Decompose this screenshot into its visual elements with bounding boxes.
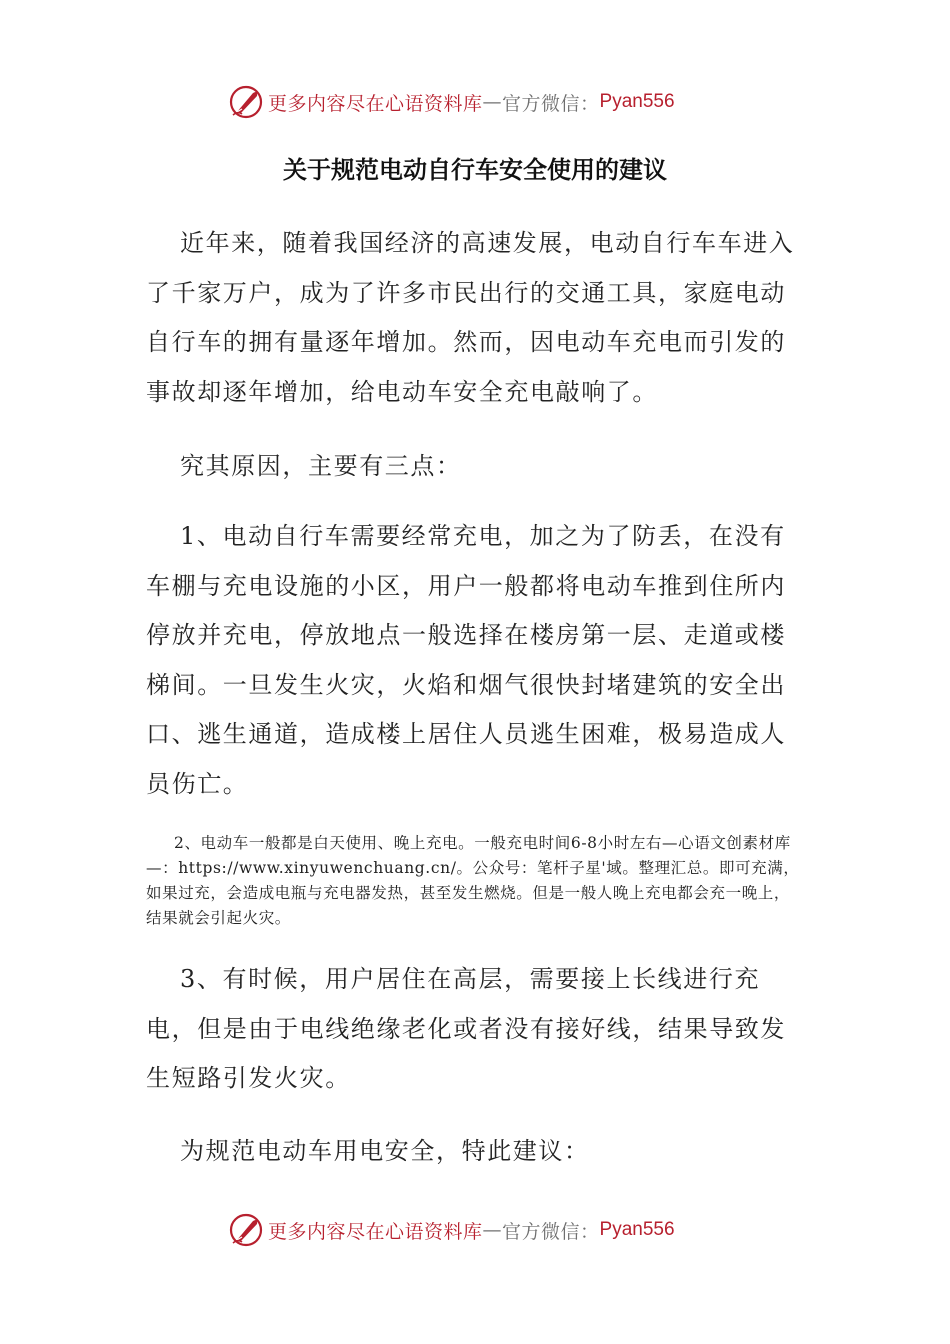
body-paragraph-cause-3: 3、有时候，用户居住在高层，需要接上长线进行充电，但是由于电线绝缘老化或者没有接好线，结果导致发生短路引发火灾。 (146, 965, 786, 1092)
banner-dash: — (482, 1219, 503, 1241)
body-paragraph-suggestion-heading: 为规范电动车用电安全，特此建议： (180, 1137, 590, 1165)
site-name: 更多内容尽在心语资料库 (268, 92, 483, 115)
document-title: 关于规范电动自行车安全使用的建议 (283, 156, 667, 184)
quill-pen-logo-icon (228, 84, 264, 120)
quill-pen-logo-icon (228, 1212, 264, 1248)
header-watermark-banner (228, 82, 675, 122)
body-paragraph-causes-heading: 究其原因，主要有三点： (180, 452, 462, 480)
footer-watermark-banner (228, 1210, 675, 1250)
wechat-label: 官方微信： (502, 1220, 600, 1243)
wechat-id: Pyan556 (599, 91, 675, 112)
body-paragraph-cause-2: 2、电动车一般都是白天使用、晚上充电。一般充电时间6-8小时左右—心语文创素材库—：https://www.xinyuwenchuang.cn/。公众号：笔杆子星'域。整理汇总。即可充满，如果过充，会造成电瓶与充电器发热，甚至发生燃烧。但是一般人晚上充电都会充一晚上，结果就会引起火灾。 (146, 834, 800, 927)
body-paragraph-intro: 近年来，随着我国经济的高速发展，电动自行车车进入了千家万户，成为了许多市民出行的交通工具，家庭电动自行车的拥有量逐年增加。然而，因电动车充电而引发的事故却逐年增加，给电动车安全充电敲响了。 (146, 229, 795, 406)
banner-dash: — (482, 91, 503, 113)
site-name: 更多内容尽在心语资料库 (268, 1220, 483, 1243)
wechat-label: 官方微信： (502, 92, 600, 115)
wechat-id: Pyan556 (599, 1219, 675, 1240)
body-paragraph-cause-1: 1、电动自行车需要经常充电，加之为了防丢，在没有车棚与充电设施的小区，用户一般都将电动车推到住所内停放并充电，停放地点一般选择在楼房第一层、走道或楼梯间。一旦发生火灾，火焰和烟气很快封堵建筑的安全出口、逃生通道，造成楼上居住人员逃生困难，极易造成人员伤亡。 (146, 522, 786, 798)
